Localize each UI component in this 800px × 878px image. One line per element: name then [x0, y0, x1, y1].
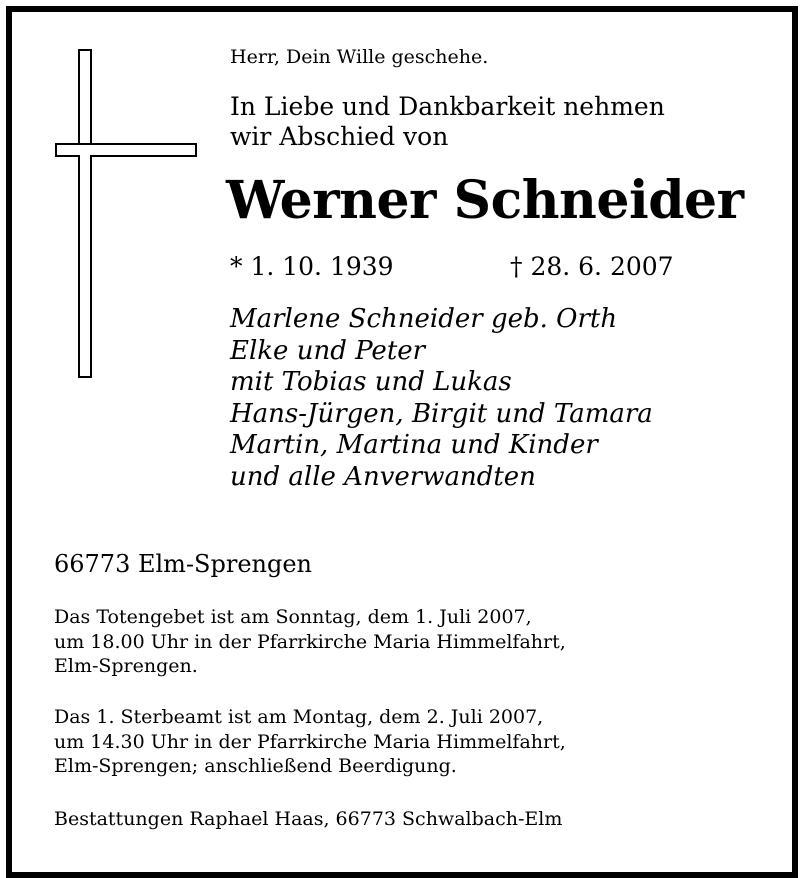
intro-line: wir Abschied von: [230, 122, 449, 151]
mourners-list: [230, 304, 653, 493]
mourner-line: Elke und Peter: [230, 335, 426, 366]
mourner-line: Martin, Martina und Kinder: [230, 430, 598, 460]
notice-line: Das 1. Sterbeamt ist am Montag, dem 2. Juli 2007,: [54, 706, 544, 728]
mourner-line: Hans-Jürgen, Birgit und Tamara: [230, 398, 653, 429]
notice-line: Elm-Sprengen.: [54, 655, 198, 677]
funeral-home: Bestattungen Raphael Haas, 66773 Schwalbach-Elm: [54, 808, 563, 830]
notice-line: um 18.00 Uhr in der Pfarrkirche Maria Himmelfahrt,: [54, 630, 566, 653]
intro-text: [230, 92, 665, 152]
notice-line: Das Totengebet ist am Sonntag, dem 1. Juli 2007,: [54, 606, 532, 628]
place: 66773 Elm-Sprengen: [54, 550, 312, 578]
obituary-frame: [6, 6, 798, 878]
motto: Herr, Dein Wille geschehe.: [230, 46, 489, 68]
mourner-line: Marlene Schneider geb. Orth: [230, 304, 618, 334]
mourner-line: und alle Anverwandten: [230, 461, 536, 492]
death-date: † 28. 6. 2007: [510, 252, 674, 281]
mourner-line: mit Tobias und Lukas: [230, 367, 512, 397]
birth-date: * 1. 10. 1939: [230, 252, 394, 281]
notice-line: Elm-Sprengen; anschließend Beerdigung.: [54, 755, 457, 777]
intro-line: In Liebe und Dankbarkeit nehmen: [230, 92, 665, 121]
prayer-notice: [54, 605, 566, 679]
mass-notice: [54, 705, 566, 779]
notice-line: um 14.30 Uhr in der Pfarrkirche Maria Himmelfahrt,: [54, 730, 566, 753]
deceased-name: Werner Schneider: [226, 170, 744, 231]
